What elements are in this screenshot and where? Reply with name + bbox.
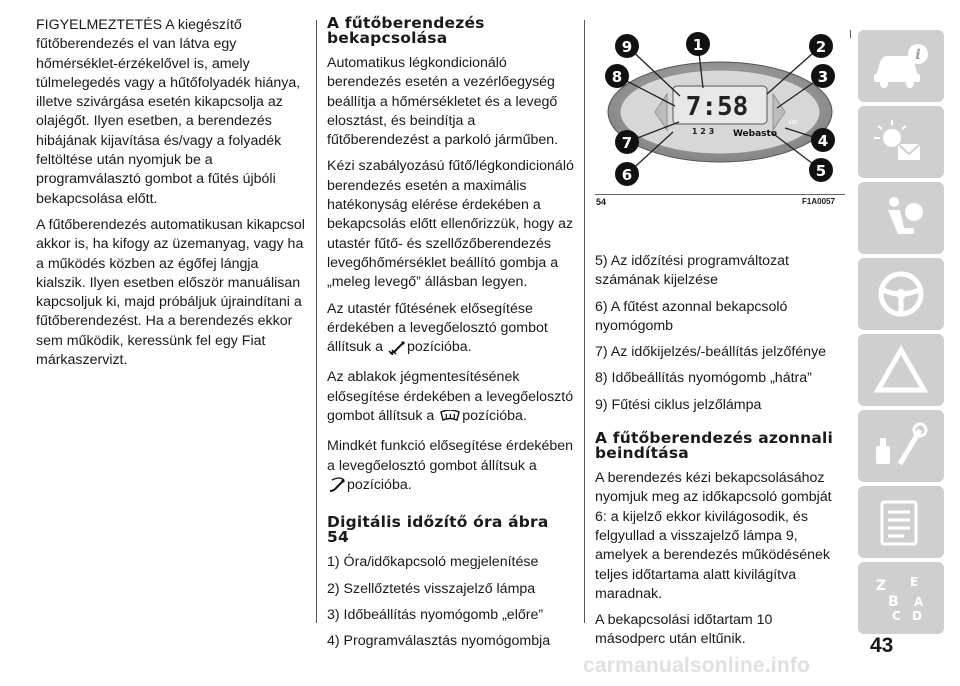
auto-shutoff-paragraph: A fűtőberendezés automatikusan kikapcsol akkor is, ha kifogy az üzemanyag, vagy ha a működés közben az égőfej lángja kialszik. Ilyen esetben először manuálisan kapcsoljuk ki, majd próbáljuk újraindítani a fűtőberendezést. Ha a berendezés ekkor sem működik, keressünk fel egy Fiat márkaszervizt. — [36, 216, 305, 369]
tab-starting-driving[interactable] — [858, 258, 944, 330]
svg-text:D: D — [912, 609, 922, 623]
svg-text:1: 1 — [692, 36, 704, 54]
legend-item-8: 8) Időbeállítás nyomógomb „hátra” — [595, 370, 812, 387]
warning-triangle-icon — [870, 344, 932, 396]
defrost-paragraph: Az ablakok jégmentesítésének elősegítése érdekében a levegőelosztó gombot állítsuk a pozícióba. — [327, 368, 575, 430]
lcd-program-digits: 1 2 3 — [691, 127, 715, 136]
manual-start-paragraph: A berendezés kézi bekapcsolásához nyomjuk meg az időkapcsoló gombját 6: a kijelző ekkor kivilágosodik, és felgyullad a visszajelző lámpa 9, amelyek a berendezés működésének teljes időtartama alatt kivilágítva maradnak. — [595, 470, 832, 602]
tab-technical-data[interactable] — [858, 486, 944, 558]
watermark: carmanualsonline.info — [583, 654, 811, 677]
cabin-heating-text: Az utastér fűtésének elősegítése érdekében a levegőelosztó gombot állítsuk a — [327, 300, 548, 356]
specifications-icon — [870, 496, 932, 548]
svg-text:3: 3 — [817, 68, 829, 86]
steering-wheel-icon — [870, 268, 932, 320]
cabin-heating-paragraph: Az utastér fűtésének elősegítése érdekében a levegőelosztó gombot állítsuk a pozícióba. — [327, 300, 575, 362]
section-heading-switch-on: A fűtőberendezés bekapcsolása — [327, 14, 485, 47]
section-heading-digital-timer: Digitális időzítő óra ábra 54 — [327, 513, 549, 547]
tab-emergency[interactable] — [858, 334, 944, 406]
airflow-feet-icon — [388, 341, 406, 361]
airbag-seat-icon — [870, 192, 932, 244]
tab-warning-lights[interactable] — [858, 106, 944, 178]
airflow-feet-defrost-icon — [328, 477, 346, 499]
figure-number: 54 — [596, 197, 607, 207]
sidebar-divider — [850, 30, 851, 38]
warning-paragraph: FIGYELMEZTETÉS A kiegészítő fűtőberendezés el van látva egy hőmérséklet-érzékelővel is, amely túlmelegedés vagy a hűtőfolyadék hiánya, illetve szivárgása esetén kikapcsolja az olajégőt. Ilyen esetben, a berendezés hibájának kijavítása és/vagy a folyadék feltöltése után nyomjuk be a programválasztó gombot a fűtés újbóli bekapcsolása előtt. — [36, 17, 301, 207]
timer-figure — [595, 24, 845, 202]
text-column-2 — [327, 16, 575, 658]
page-number: 43 — [870, 634, 894, 657]
svg-text:4: 4 — [817, 132, 829, 150]
car-info-icon — [870, 40, 932, 92]
svg-text:7: 7 — [621, 134, 633, 152]
figure-caption-rule — [595, 194, 845, 195]
svg-text:B: B — [888, 594, 899, 610]
warning-lights-icon — [870, 116, 932, 168]
brand-label: Webasto — [732, 129, 778, 139]
svg-text:i: i — [915, 47, 921, 63]
svg-text:A: A — [914, 595, 924, 609]
tab-safety[interactable] — [858, 182, 944, 254]
service-tools-icon — [870, 420, 932, 472]
svg-text:E: E — [910, 575, 919, 589]
tab-vehicle-overview[interactable] — [858, 30, 944, 102]
legend-item-1: 1) Óra/időkapcsoló megjelenítése — [327, 554, 539, 571]
legend-item-2: 2) Szellőztetés visszajelző lámpa — [327, 580, 536, 597]
tab-index[interactable] — [858, 562, 944, 634]
svg-text:Z: Z — [876, 578, 887, 594]
windscreen-defrost-icon — [439, 410, 461, 430]
figure-code: F1A0057 — [802, 197, 835, 206]
index-alphabet-icon — [870, 572, 932, 624]
legend-item-7: 7) Az időkijelzés/-beállítás jelzőfénye — [595, 344, 827, 361]
display-timeout-paragraph: A bekapcsolási időtartam 10 másodperc után eltűnik. — [595, 612, 773, 648]
svg-text:9: 9 — [621, 38, 633, 56]
text-column-3 — [595, 252, 845, 657]
svg-text:2: 2 — [815, 38, 827, 56]
text-column-1 — [36, 16, 306, 377]
svg-text:6: 6 — [621, 166, 633, 184]
section-heading-immediate-start: A fűtőberendezés azonnali beindítása — [595, 429, 834, 463]
chapter-tabs — [858, 30, 946, 638]
legend-item-4: 4) Programválasztás nyomógombja — [327, 633, 551, 650]
lcd-time: 7:58 — [685, 92, 749, 122]
svg-text:C: C — [892, 609, 901, 623]
column-divider-right — [584, 20, 585, 623]
tab-maintenance[interactable] — [858, 410, 944, 482]
column-divider-left — [316, 20, 317, 623]
set-label: set — [788, 119, 798, 126]
legend-item-3: 3) Időbeállítás nyomógomb „előre” — [327, 606, 544, 623]
both-functions-paragraph: Mindkét funkció elősegítése érdekében a levegőelosztó gombot állítsuk a pozícióba. — [327, 437, 575, 499]
legend-item-5: 5) Az időzítési programváltozat számának kijelzése — [595, 253, 789, 289]
legend-item-6: 6) A fűtést azonnal bekapcsoló nyomógomb — [595, 298, 788, 334]
auto-climate-paragraph: Automatikus légkondicionáló berendezés esetén a vezérlőegység beállítja a hőmérsékletet és a levegő elosztást, és beindítja a fűtőberendezést a parkoló járműben. — [327, 55, 559, 149]
manual-climate-paragraph: Kézi szabályozású fűtő/légkondicionáló berendezés esetén a maximális hatékonyság elérése érdekében a bekapcsolás előtt ellenőrizzük, hogy az utastér fűtő- és szellőzőberendezés levegőhőmérséklet beállító gombja a „meleg levegő” állásban legyen. — [327, 158, 574, 291]
svg-text:5: 5 — [815, 162, 827, 180]
legend-item-9: 9) Fűtési ciklus jelzőlámpa — [595, 396, 762, 413]
svg-text:8: 8 — [611, 68, 623, 86]
